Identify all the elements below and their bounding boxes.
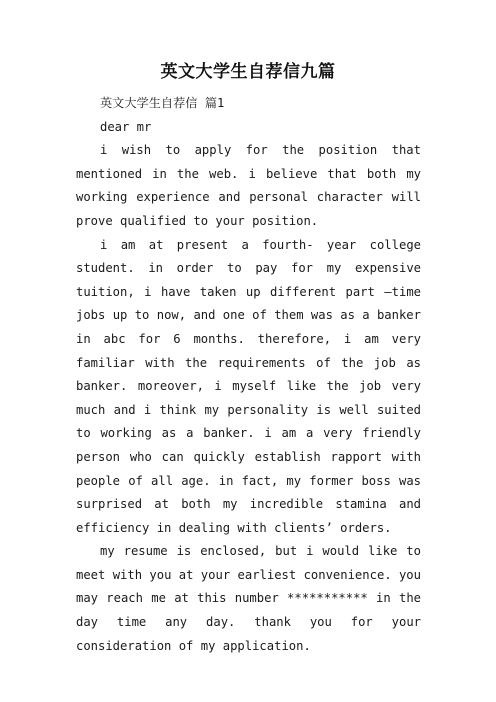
- salutation: dear mr: [100, 119, 152, 134]
- document-title: 英文大学生自荐信九篇: [160, 62, 336, 82]
- paragraph-3: my resume is enclosed, but i would like to meet with you at your earliest convenience. you may reach me at this number *********** in the day time any day. thank you for your consideration of my application.: [76, 544, 421, 653]
- document-body: [76, 92, 421, 658]
- paragraph-2: i am at present a fourth- year college student. in order to pay for my expensive tuition, i have taken up different part –time jobs up to now, and one of them was as a banker in abc for 6 months. therefore, i am very familiar with the requirements of the job as banker. moreover, i myself like the job very much and i think my personality is well suited to working as a banker. i am a very friendly person who can quickly establish rapport with people of all age. in fact, my former boss was surprised at both my incredible stamina and efficiency in dealing with clients’ orders.: [76, 237, 421, 535]
- section-heading: 英文大学生自荐信 篇1: [100, 96, 225, 110]
- paragraph-1: i wish to apply for the position that mentioned in the web. i believe that both my working experience and personal character will prove qualified to your position.: [76, 143, 421, 228]
